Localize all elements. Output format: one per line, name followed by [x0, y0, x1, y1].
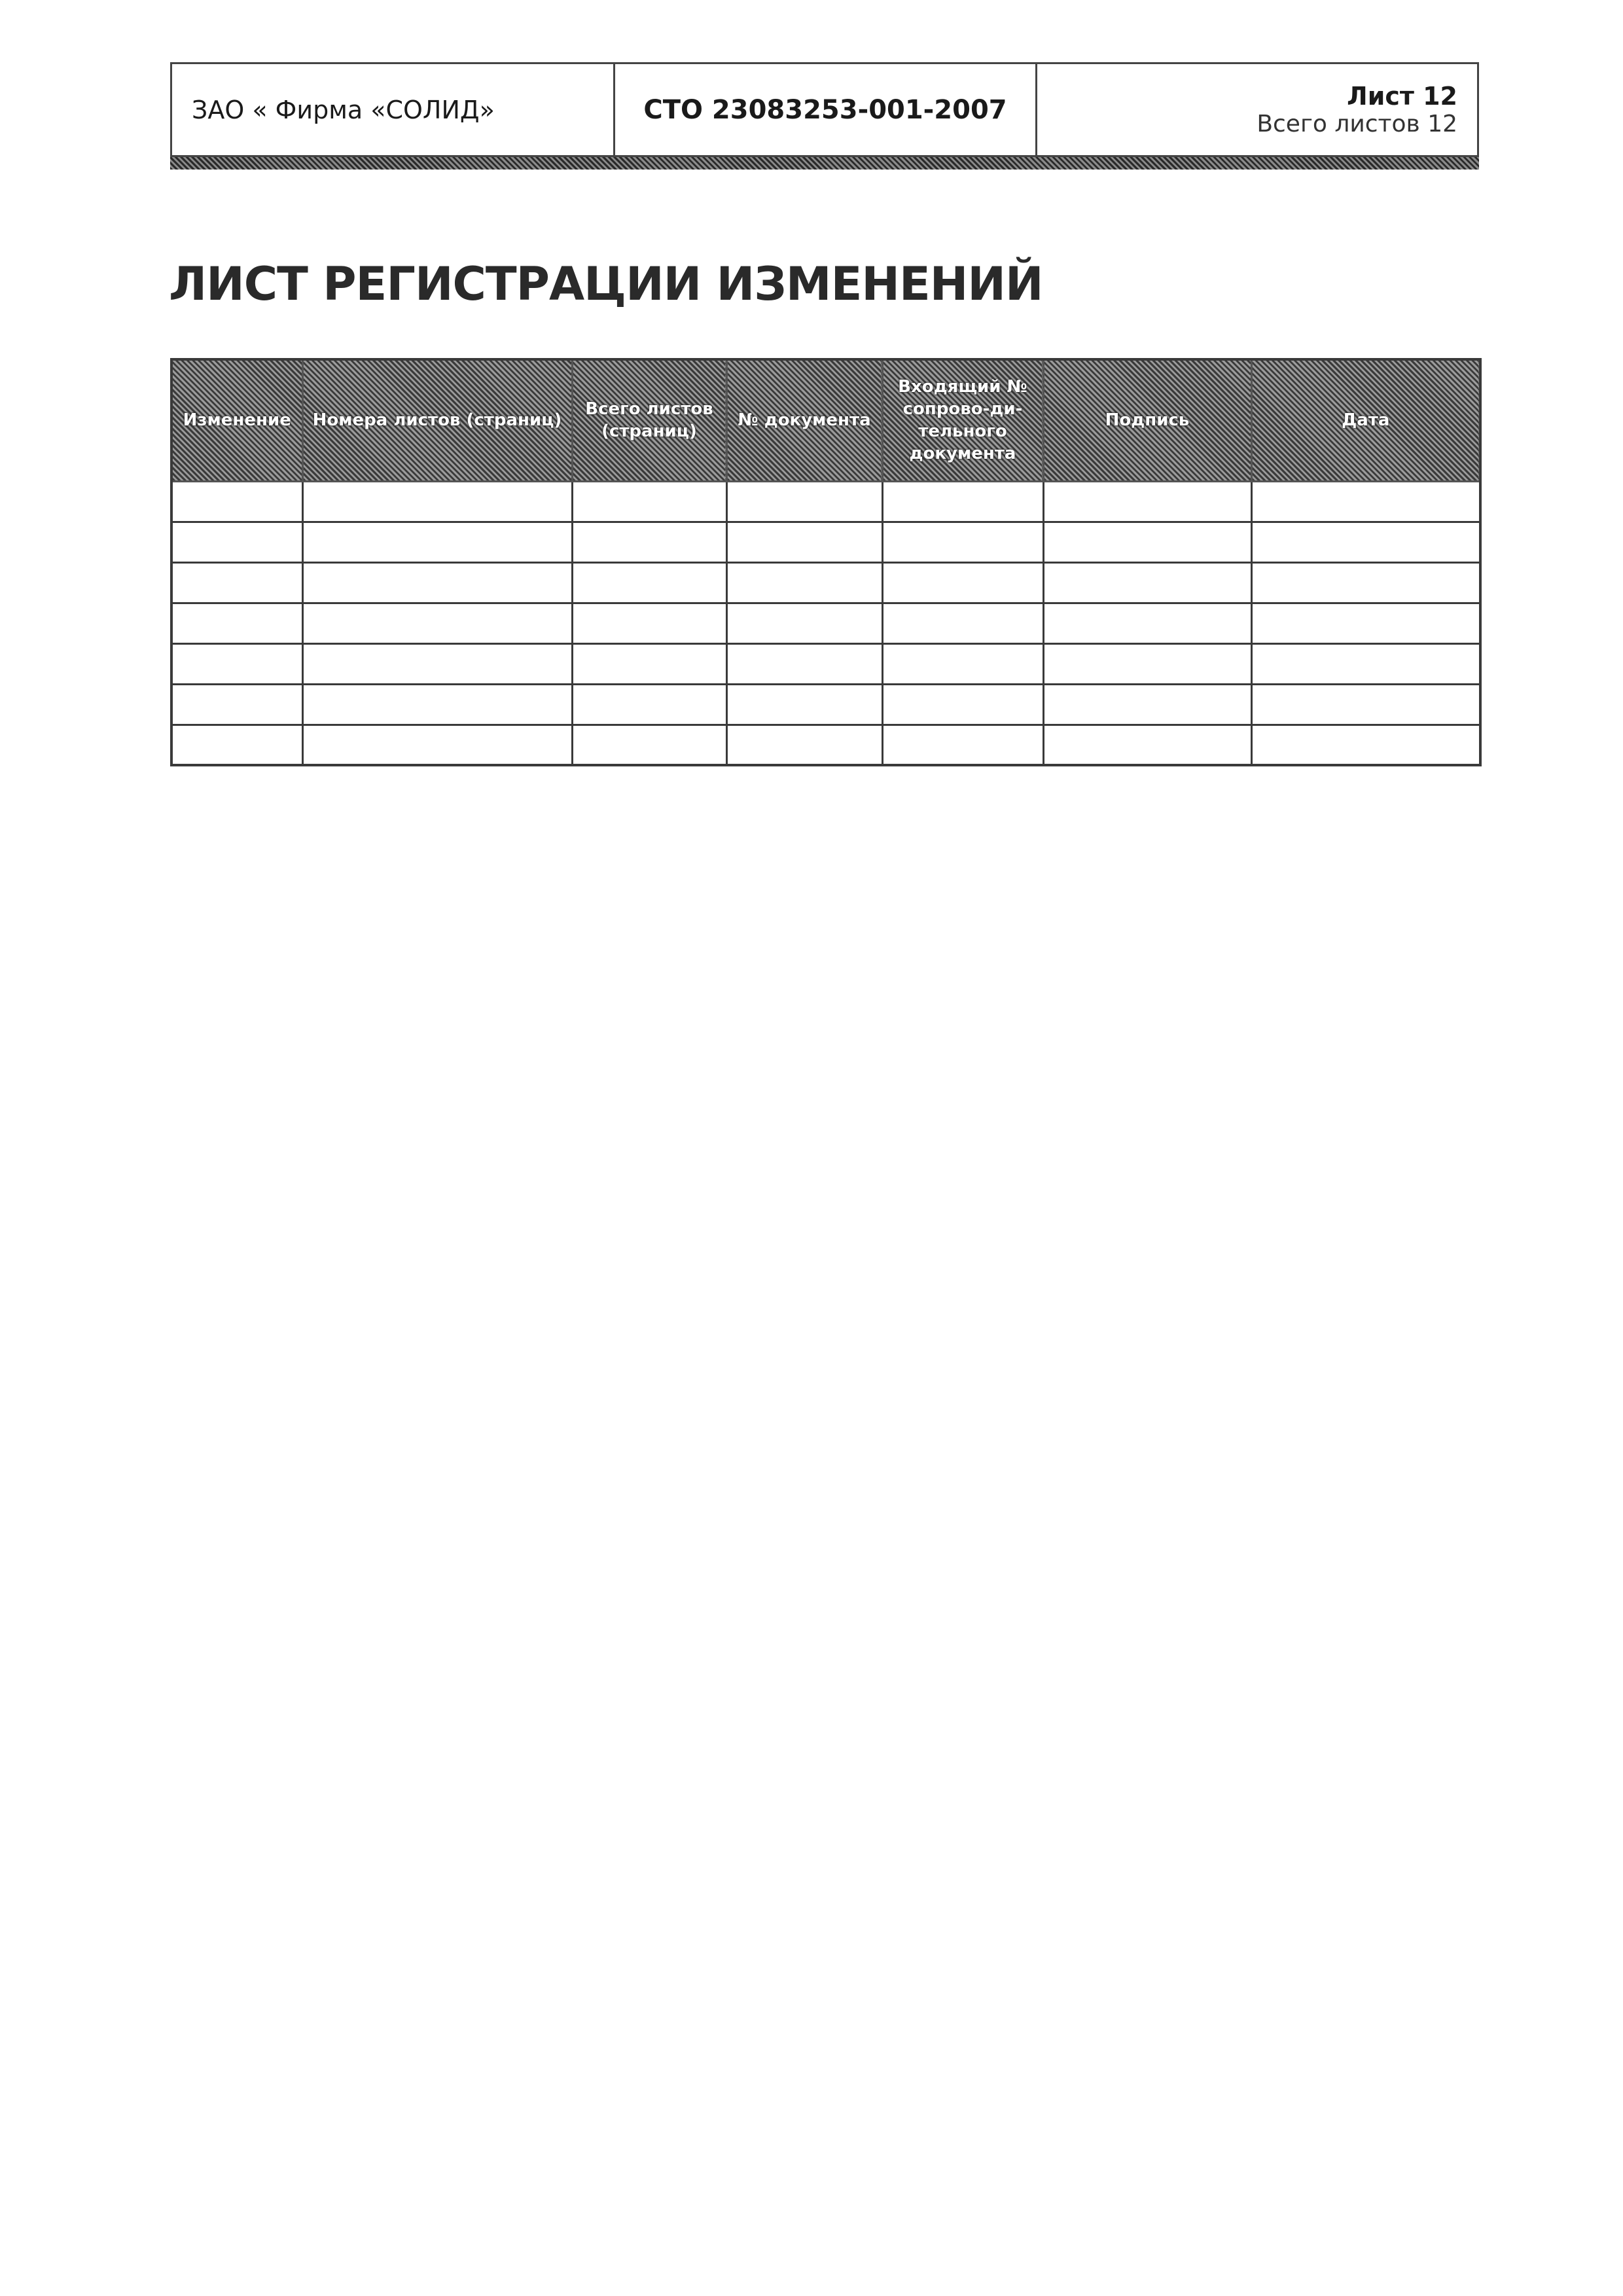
- table-cell: [171, 562, 302, 603]
- page-title: ЛИСТ РЕГИСТРАЦИИ ИЗМЕНЕНИЙ: [169, 257, 1043, 311]
- table-cell: [572, 643, 726, 684]
- table-cell: [882, 643, 1043, 684]
- table-cell: [302, 643, 572, 684]
- table-row: [171, 481, 1480, 522]
- table-row: [171, 684, 1480, 725]
- table-cell: [171, 603, 302, 643]
- sheets-total: Всего листов 12: [1257, 110, 1457, 137]
- table-cell: [572, 603, 726, 643]
- table-cell: [572, 562, 726, 603]
- table-cell: [1043, 643, 1251, 684]
- table-cell: [726, 481, 882, 522]
- table-header-row: [171, 359, 1480, 481]
- table-cell: [882, 603, 1043, 643]
- table-cell: [171, 725, 302, 765]
- table-cell: [882, 481, 1043, 522]
- column-header-incoming-document: Входящий № сопрово-ди-тельного документа: [882, 359, 1043, 481]
- table-cell: [726, 684, 882, 725]
- table-cell: [572, 725, 726, 765]
- table-cell: [726, 522, 882, 562]
- table-cell: [1251, 643, 1480, 684]
- table-cell: [1251, 603, 1480, 643]
- table-cell: [171, 522, 302, 562]
- column-header-sheet-numbers: Номера листов (страниц): [302, 359, 572, 481]
- table-cell: [882, 522, 1043, 562]
- company-name: ЗАО « Фирма «СОЛИД»: [172, 64, 615, 155]
- table-cell: [726, 643, 882, 684]
- table-row: [171, 725, 1480, 765]
- table-cell: [302, 481, 572, 522]
- table-cell: [1251, 684, 1480, 725]
- table-cell: [882, 684, 1043, 725]
- change-registration-table: [170, 358, 1482, 766]
- sheet-number: Лист 12: [1347, 81, 1457, 111]
- table-cell: [302, 684, 572, 725]
- table-cell: [1043, 603, 1251, 643]
- table-cell: [302, 562, 572, 603]
- table-cell: [1043, 562, 1251, 603]
- table-cell: [882, 725, 1043, 765]
- page-header: [170, 62, 1479, 157]
- column-header-signature: Подпись: [1043, 359, 1251, 481]
- sheet-info: [1037, 64, 1477, 155]
- table-cell: [171, 643, 302, 684]
- table-row: [171, 522, 1480, 562]
- table-cell: [726, 603, 882, 643]
- table-cell: [1043, 725, 1251, 765]
- table-cell: [882, 562, 1043, 603]
- column-header-change: Изменение: [171, 359, 302, 481]
- table-cell: [1251, 562, 1480, 603]
- table-cell: [171, 481, 302, 522]
- table-cell: [1043, 481, 1251, 522]
- standard-number: СТО 23083253-001-2007: [615, 64, 1037, 155]
- table-row: [171, 643, 1480, 684]
- table-cell: [726, 725, 882, 765]
- table-cell: [302, 725, 572, 765]
- table-cell: [726, 562, 882, 603]
- table-row: [171, 603, 1480, 643]
- column-header-date: Дата: [1251, 359, 1480, 481]
- table-cell: [572, 522, 726, 562]
- table-cell: [572, 684, 726, 725]
- table-cell: [572, 481, 726, 522]
- table-row: [171, 562, 1480, 603]
- table-cell: [171, 684, 302, 725]
- column-header-total-sheets: Всего листов (страниц): [572, 359, 726, 481]
- table-cell: [302, 522, 572, 562]
- column-header-document-number: № документа: [726, 359, 882, 481]
- table-cell: [1251, 522, 1480, 562]
- table-cell: [1251, 725, 1480, 765]
- table-cell: [1251, 481, 1480, 522]
- table-cell: [1043, 522, 1251, 562]
- table-cell: [302, 603, 572, 643]
- table-body: [171, 481, 1480, 765]
- table-cell: [1043, 684, 1251, 725]
